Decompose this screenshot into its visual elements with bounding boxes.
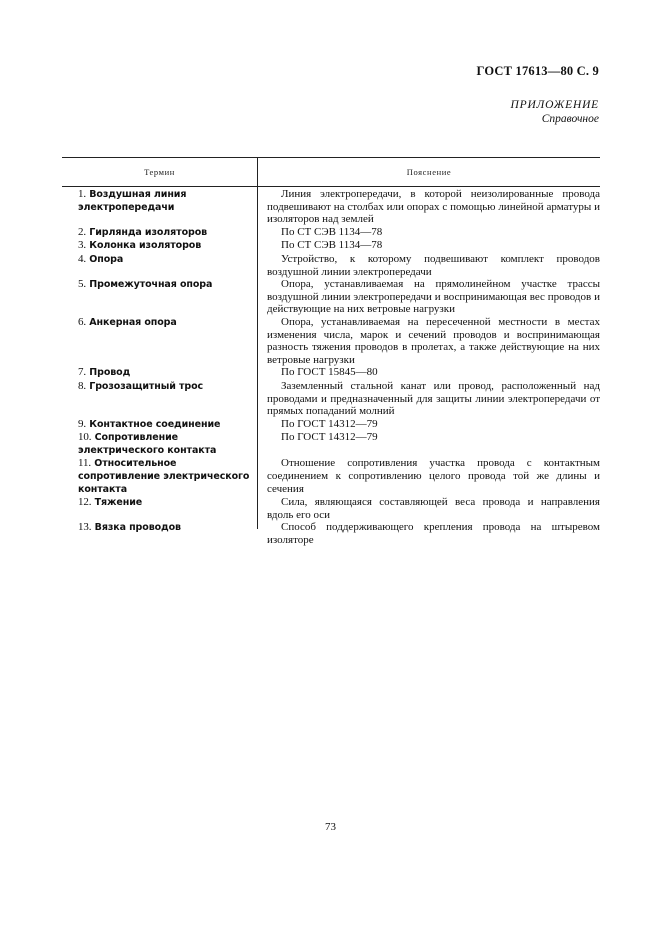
table-row xyxy=(62,253,600,278)
table-row xyxy=(62,431,600,457)
term-cell xyxy=(62,239,257,253)
term-cell xyxy=(62,380,257,418)
explanation-cell: Опора, устанавливаемая на пересеченной местности в местах изменения числа, марок и сечений проводов и воспринимающая разность тяжения проводов в пролетах, а также действующие на них ветровые нагрузки xyxy=(267,315,600,366)
table-row xyxy=(62,457,600,496)
explanation-cell: Способ поддерживающего крепления провода на штыревом изоляторе xyxy=(267,521,600,547)
term-cell xyxy=(62,418,257,432)
term-cell xyxy=(62,521,257,546)
term-number: 12. xyxy=(78,496,92,509)
term-number: 4. xyxy=(78,252,87,265)
explanation-cell: По СТ СЭВ 1134—78 xyxy=(281,239,383,252)
table-row xyxy=(62,188,600,226)
appendix-title: ПРИЛОЖЕНИЕ xyxy=(510,99,599,111)
term-number: 9. xyxy=(78,417,87,430)
term-cell xyxy=(62,278,257,316)
term-text: Относительное сопротивление электрического контакта xyxy=(78,458,250,495)
term-text: Контактное соединение xyxy=(89,418,221,430)
term-cell xyxy=(62,496,257,521)
appendix-label xyxy=(511,98,599,126)
term-number: 1. xyxy=(78,188,87,200)
term-text: Анкерная опора xyxy=(89,316,177,328)
term-text: Сопротивление электрического контакта xyxy=(78,432,217,456)
explanation-cell: Отношение сопротивления участка провода с контактным соединением к сопротивлению целого провода той же длины и сечения xyxy=(267,457,600,495)
table-row xyxy=(62,521,600,546)
page-number: 73 xyxy=(325,821,336,833)
explanation-cell: Устройство, к которому подвешивают комплект проводов воздушной линии электропередачи xyxy=(267,252,600,278)
term-number: 6. xyxy=(78,315,87,328)
term-number: 11. xyxy=(78,457,92,470)
table-row xyxy=(62,496,600,521)
term-text: Колонка изоляторов xyxy=(89,240,202,252)
table-top-border xyxy=(62,157,600,158)
term-number: 13. xyxy=(78,521,92,534)
table-row xyxy=(62,226,600,240)
explanation-cell: По ГОСТ 15845—80 xyxy=(281,366,378,379)
term-cell xyxy=(62,366,257,380)
term-text: Гирлянда изоляторов xyxy=(89,226,208,238)
column-header-explanation: Пояснение xyxy=(406,167,452,177)
term-number: 3. xyxy=(78,239,87,252)
explanation-cell: Линия электропередачи, в которой неизолированные провода подвешивают на столбах или опорах с помощью линейной арматуры и изоляторов над землей xyxy=(267,188,600,226)
term-number: 10. xyxy=(78,431,92,444)
term-text: Вязка проводов xyxy=(94,522,181,534)
term-text: Воздушная линия электропередачи xyxy=(78,189,187,213)
table-header-border xyxy=(62,186,600,187)
term-number: 5. xyxy=(78,278,87,291)
explanation-cell: Сила, являющаяся составляющей веса провода и направления вдоль его оси xyxy=(267,496,600,521)
term-number: 8. xyxy=(78,379,87,392)
table-row xyxy=(62,418,600,432)
term-number: 7. xyxy=(78,366,87,379)
term-cell xyxy=(62,253,257,278)
term-text: Грозозащитный трос xyxy=(89,380,204,392)
table-rows xyxy=(62,188,600,547)
term-cell xyxy=(62,431,257,457)
table-row xyxy=(62,278,600,316)
term-cell xyxy=(62,316,257,366)
explanation-cell: По СТ СЭВ 1134—78 xyxy=(281,225,383,238)
term-text: Провод xyxy=(89,367,131,379)
appendix-subtitle: Справочное xyxy=(541,113,599,125)
table-row xyxy=(62,316,600,366)
table-row xyxy=(62,239,600,253)
explanation-cell: По ГОСТ 14312—79 xyxy=(281,431,378,444)
term-text: Тяжение xyxy=(94,497,143,509)
term-text: Промежуточная опора xyxy=(89,279,213,291)
term-number: 2. xyxy=(78,225,87,238)
table-row xyxy=(62,366,600,380)
explanation-cell: По ГОСТ 14312—79 xyxy=(281,417,378,430)
term-cell xyxy=(62,188,257,226)
explanation-cell: Заземленный стальной канат или провод, расположенный над проводами и предназначенный для защиты линии электропередачи от прямых попаданий молний xyxy=(267,379,600,418)
explanation-cell: Опора, устанавливаемая на прямолинейном участке трассы воздушной линии электропередачи и воспринимающая вес проводов и действующие на них ветровые нагрузки xyxy=(267,278,600,316)
term-cell xyxy=(62,457,257,496)
term-cell xyxy=(62,226,257,240)
table-row xyxy=(62,380,600,418)
document-header: ГОСТ 17613—80 С. 9 xyxy=(476,64,599,78)
term-text: Опора xyxy=(89,253,124,265)
column-header-term: Термин xyxy=(144,167,175,177)
